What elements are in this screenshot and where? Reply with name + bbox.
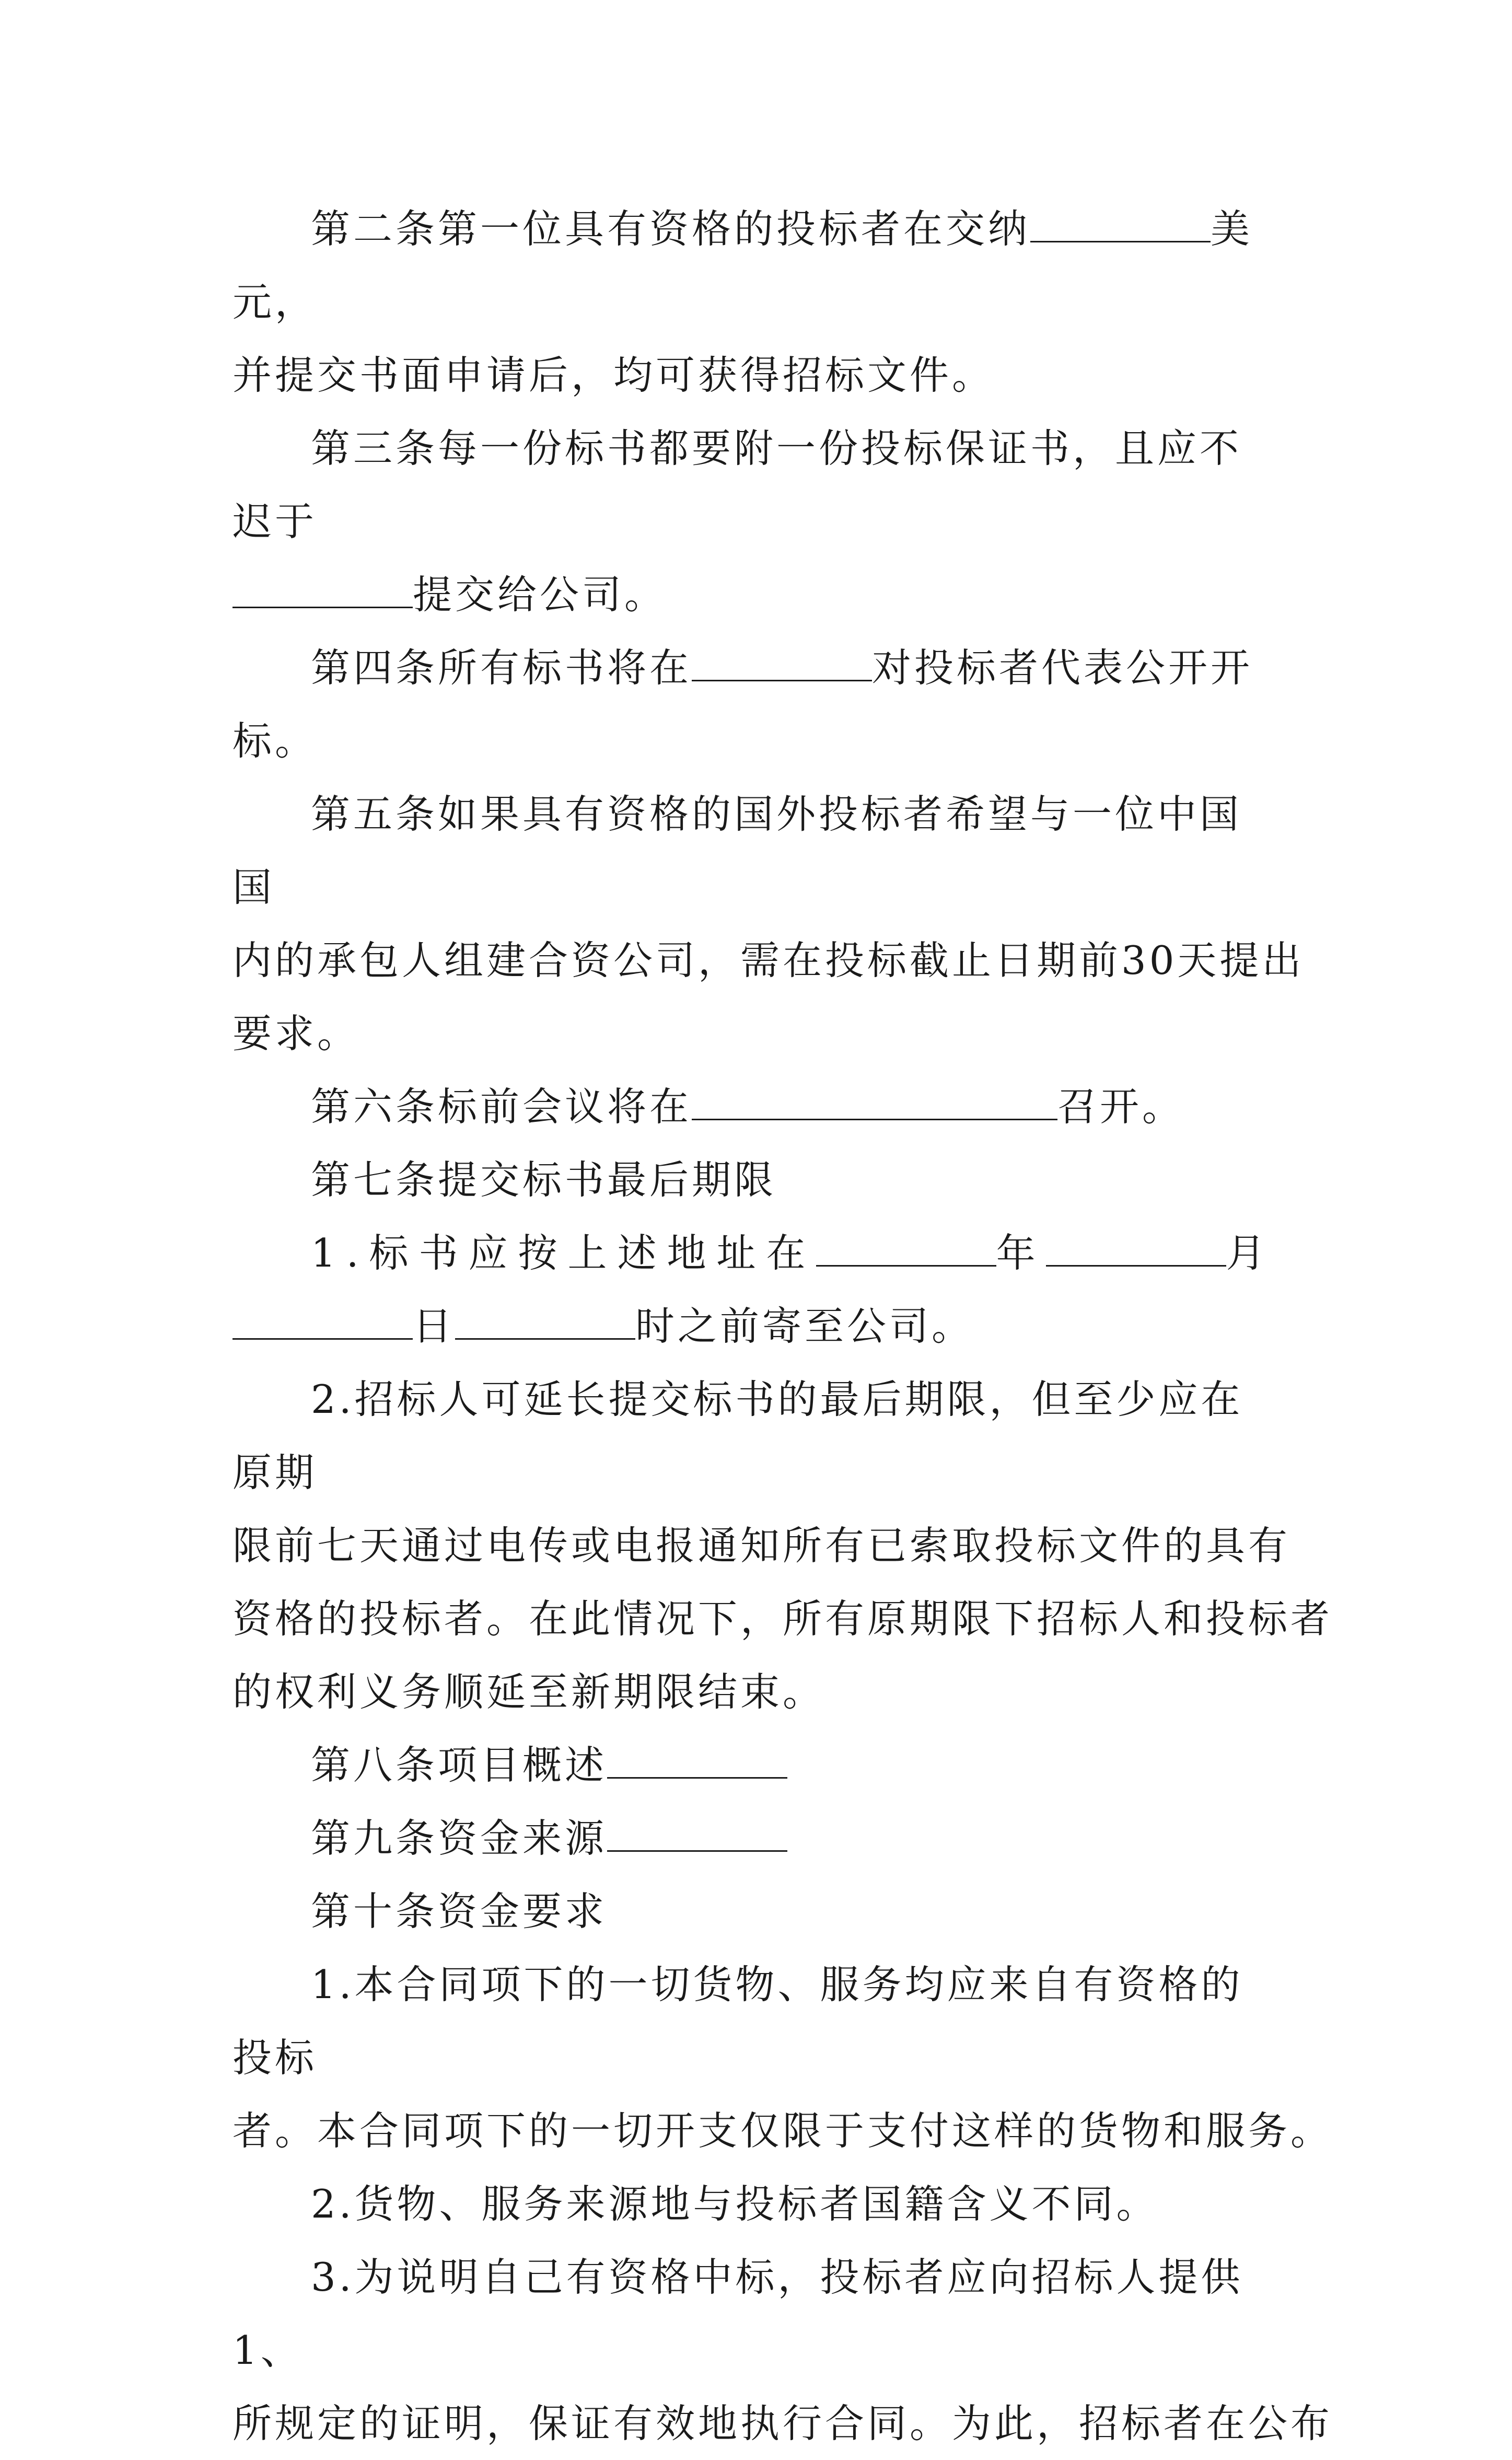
project-overview-blank	[607, 1740, 787, 1779]
document-body	[232, 192, 1333, 2460]
article-6-text-1: 第六条标前会议将在	[311, 1084, 692, 1130]
article-2-line-2: 并提交书面申请后，均可获得招标文件。	[232, 352, 995, 398]
article-7-item-2-line-3: 资格的投标者。在此情况下，所有原期限下招标人和投标者	[232, 1596, 1333, 1642]
day-blank	[232, 1301, 413, 1340]
meeting-place-blank	[692, 1082, 1057, 1120]
article-6	[232, 1070, 1283, 1143]
article-7-item-1-text-1: 1.标书应按上述地址在	[311, 1230, 816, 1276]
article-3	[232, 412, 1283, 558]
article-7-item-2-line-4: 的权利义务顺延至新期限结束。	[232, 1669, 825, 1715]
year-blank	[816, 1228, 996, 1267]
article-3-line-2	[232, 558, 1283, 631]
year-label: 年	[996, 1230, 1046, 1276]
article-5	[232, 778, 1283, 924]
deadline-blank	[232, 570, 413, 608]
article-6-text-2: 召开。	[1057, 1084, 1185, 1130]
article-7-item-2	[232, 1363, 1283, 1509]
article-2-text-1: 第二条第一位具有资格的投标者在交纳	[311, 206, 1031, 252]
article-3-text-1: 第三条每一份标书都要附一份投标保证书，且应不迟于	[232, 425, 1242, 544]
article-8-text: 第八条项目概述	[311, 1742, 608, 1788]
article-7-item-1-text-2: 时之前寄至公司。	[635, 1303, 974, 1349]
article-10-item-1-line-2: 者。本合同项下的一切开支仅限于支付这样的货物和服务。	[232, 2108, 1333, 2154]
day-label: 日	[413, 1303, 456, 1349]
article-5-line-2: 内的承包人组建合资公司，需在投标截止日期前30天提出	[232, 937, 1305, 983]
article-7-item-1	[232, 1216, 1283, 1290]
article-7-item-2-line-2: 限前七天通过电传或电报通知所有已索取投标文件的具有	[232, 1523, 1291, 1569]
article-8	[232, 1728, 1283, 1802]
article-9-text: 第九条资金来源	[311, 1815, 608, 1861]
article-7-item-1-line-2	[232, 1290, 1283, 1363]
article-10-item-3	[232, 2241, 1283, 2387]
article-10-item-2: 2.货物、服务来源地与投标者国籍含义不同。	[311, 2181, 1159, 2227]
article-2-text-2: 美元，	[232, 206, 1253, 325]
opening-place-blank	[692, 643, 872, 681]
article-4-text-1: 第四条所有标书将在	[311, 645, 692, 691]
fee-blank	[1030, 204, 1211, 242]
article-10-item-1	[232, 1948, 1283, 2094]
article-2	[232, 192, 1283, 339]
month-blank	[1046, 1228, 1226, 1267]
article-5-text-1: 第五条如果具有资格的国外投标者希望与一位中国国	[232, 791, 1242, 910]
month-label: 月	[1226, 1230, 1276, 1276]
article-10-item-3-line-2: 所规定的证明，保证有效地执行合同。为此，招标者在公布	[232, 2400, 1333, 2446]
article-3-text-2: 提交给公司。	[413, 572, 667, 618]
article-7-item-2-text-1: 2.招标人可延长提交标书的最后期限，但至少应在原期	[232, 1376, 1243, 1495]
funding-source-blank	[607, 1813, 787, 1852]
article-5-line-3: 要求。	[232, 1011, 360, 1057]
article-7-heading: 第七条提交标书最后期限	[311, 1157, 777, 1203]
article-4-text-2: 对投标者代表公开开标。	[232, 645, 1253, 764]
hour-blank	[455, 1301, 635, 1340]
article-10-heading: 第十条资金要求	[311, 1888, 608, 1934]
article-10-item-3-text-1: 3.为说明自己有资格中标，投标者应向招标人提供1、	[232, 2254, 1243, 2373]
article-4	[232, 631, 1283, 778]
article-10-item-1-text-1: 1.本合同项下的一切货物、服务均应来自有资格的投标	[232, 1962, 1243, 2081]
article-9	[232, 1802, 1283, 1875]
